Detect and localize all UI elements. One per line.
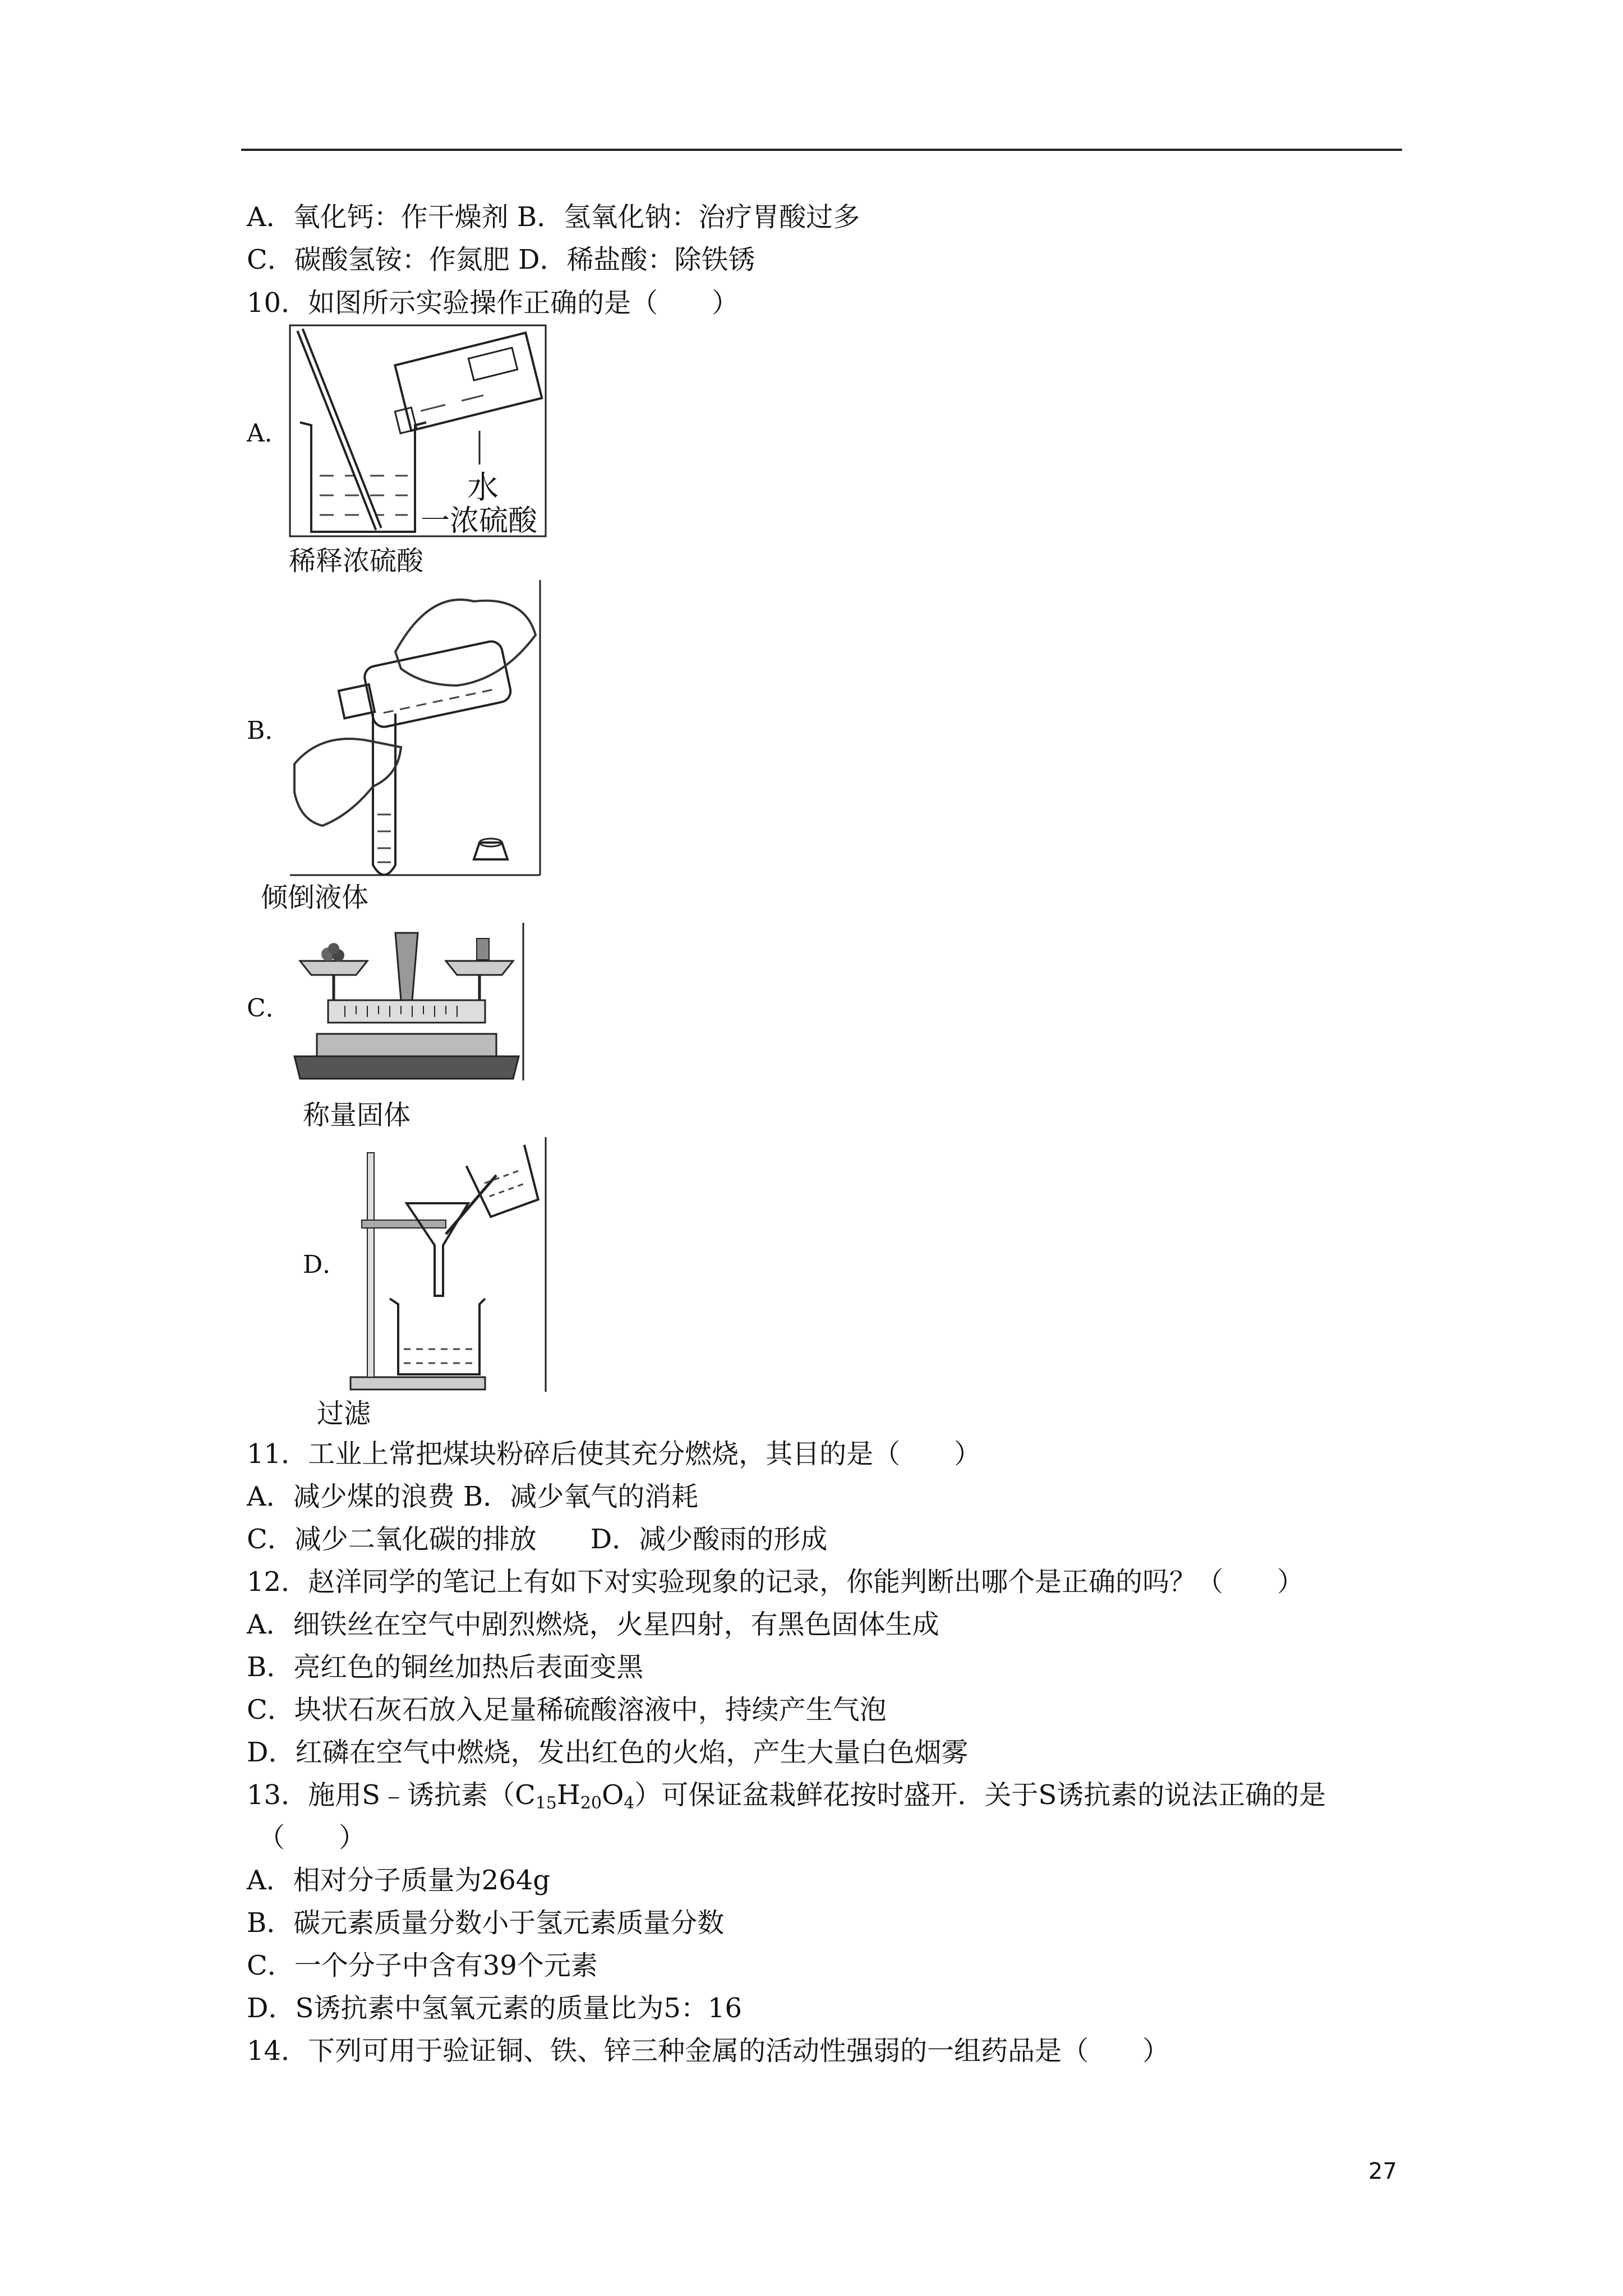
h-symbol: H	[556, 1779, 580, 1811]
q13-paren: （ ）	[258, 1822, 366, 1853]
q13-option-a: A．相对分子质量为264g	[247, 1865, 551, 1896]
option-a-caption: 稀释浓硫酸	[289, 545, 424, 577]
filtration-figure	[345, 1136, 547, 1393]
q13-stem-start: 13．施用S﹣诱抗素（C	[247, 1779, 536, 1811]
q9-options-ab: A．氧化钙：作干燥剂 B．氢氧化钠：治疗胃酸过多	[247, 201, 860, 233]
q12-option-b: B．亮红色的铜丝加热后表面变黑	[247, 1651, 644, 1683]
q12-option-a: A．细铁丝在空气中剧烈燃烧，火星四射，有黑色固体生成	[247, 1609, 939, 1640]
option-c-caption: 称量固体	[303, 1099, 411, 1131]
water-label: 水	[467, 470, 499, 506]
q11-options-ab: A．减少煤的浪费 B．减少氧气的消耗	[247, 1481, 699, 1512]
header-rule	[241, 149, 1402, 151]
pouring-figure	[289, 579, 541, 876]
page-number: 27	[1368, 2159, 1397, 2184]
q13-option-b: B．碳元素质量分数小于氢元素质量分数	[247, 1907, 725, 1939]
option-b-caption: 倾倒液体	[261, 882, 369, 913]
q12-option-d: D．红磷在空气中燃烧，发出红色的火焰，产生大量白色烟雾	[247, 1737, 969, 1768]
q12-stem: 12．赵洋同学的笔记上有如下对实验现象的记录，你能判断出哪个是正确的吗？（ ）	[247, 1566, 1304, 1598]
q11-stem: 11．工业上常把煤块粉碎后使其充分燃烧，其目的是（ ）	[247, 1438, 981, 1470]
h-subscript: 20	[580, 1793, 602, 1813]
acid-label: 一浓硫酸	[421, 504, 538, 538]
o-subscript: 4	[624, 1793, 635, 1813]
q9-options-cd: C．碳酸氢铵：作氮肥 D．稀盐酸：除铁锈	[247, 244, 755, 275]
q12-option-c: C．块状石灰石放入足量稀硫酸溶液中，持续产生气泡	[247, 1694, 887, 1726]
q13-stem	[247, 1778, 1326, 1812]
dilute-acid-figure	[289, 324, 547, 539]
c-subscript: 15	[535, 1793, 557, 1813]
q11-options-cd: C．减少二氧化碳的排放 D．减少酸雨的形成	[247, 1524, 828, 1555]
balance-figure	[289, 922, 524, 1082]
option-d-caption: 过滤	[317, 1398, 371, 1429]
o-symbol: O	[601, 1779, 624, 1811]
option-c-label: C．	[247, 994, 291, 1023]
q13-stem-end: ）可保证盆栽鲜花按时盛开．关于S诱抗素的说法正确的是	[634, 1779, 1326, 1811]
q13-option-c: C．一个分子中含有39个元素	[247, 1950, 598, 1981]
q14-stem: 14．下列可用于验证铜、铁、锌三种金属的活动性强弱的一组药品是（ ）	[247, 2035, 1170, 2067]
option-a-label: A．	[247, 419, 289, 448]
option-b-label: B．	[247, 716, 290, 745]
option-d-label: D．	[303, 1250, 348, 1279]
q10-stem: 10．如图所示实验操作正确的是（ ）	[247, 287, 739, 319]
q13-option-d: D．S诱抗素中氢氧元素的质量比为5：16	[247, 1993, 742, 2024]
